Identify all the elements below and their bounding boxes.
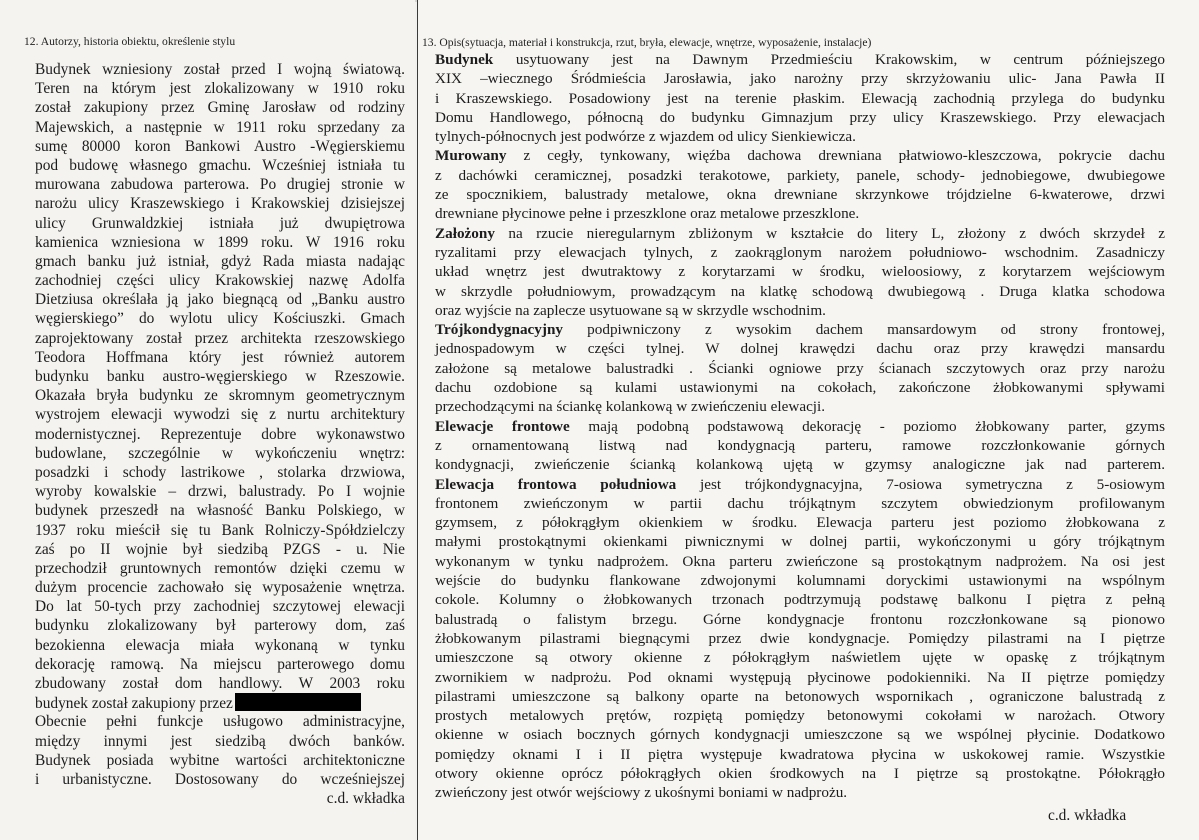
redaction-bar — [235, 693, 361, 711]
text-line — [435, 397, 1165, 416]
text-line — [435, 108, 1165, 127]
description-text-block — [435, 50, 1165, 803]
text-line: bezokienna elewacja miała wykonaną w tynku — [35, 636, 405, 654]
text-line-body: cokole. Kolumny o żłobkowanych trzonach podtrzymują podstawę balkonu I piętra z pełną — [435, 591, 1165, 609]
paragraph-lead-word: Budynek — [435, 51, 494, 68]
text-line: modernistycznej. Reprezentuje dobre wykonawstwo — [35, 425, 405, 443]
text-line-body: dachu ozdobione są kulami ustawionymi na cokołach, zakończone żłobkowanymi spływami — [435, 379, 1165, 397]
text-line-body: pilastrami umieszczone są balkony oparte na betonowych wspornikach , ograniczone balustradą z — [435, 687, 1165, 705]
text-line — [435, 262, 1165, 281]
text-line: węgierskiego” do wylotu ulicy Kościuszki. Gmach — [35, 310, 405, 328]
text-line — [435, 513, 1165, 532]
text-line: sumę 80000 koron Bankowi Austro -Węgierskiemu — [35, 137, 405, 155]
text-line-body: małymi prostokątnymi okienkami piwnicznymi w dolnej partii, wykończonymi u góry trójkątnym — [435, 533, 1165, 551]
text-line: posadzki i schody lastrikowe , stolarka drzwiowa, — [35, 463, 405, 481]
text-line-body: jest trójkondygnacyjna, 7-osiowa symetryczna z 5-osiowym — [676, 475, 1165, 493]
text-line — [435, 359, 1165, 378]
left-section-header: 12. Autorzy, historia obiektu, określenie stylu — [24, 35, 236, 48]
paragraph-lead-word: Elewacje frontowe — [435, 417, 570, 435]
text-line-body: usytuowany jest na Dawnym Przedmieściu Krakowskim, w centrum późniejszego — [493, 51, 1165, 68]
text-line: wystrojem elewacji wywodzi się z nurtu architektury — [35, 406, 405, 424]
text-line: zaprojektowany został przez architekta rzeszowskiego — [35, 329, 405, 347]
text-line-body: Domu Handlowego, północną do budynku Gimnazjum przy ulicy Kraszewskiego. Przy elewacjach — [435, 108, 1165, 126]
text-line: Teodora Hoffmana który jest również autorem — [35, 348, 405, 366]
text-line-body: drewniane płycinowe pełne i przeszklone oraz metalowe przeszklone. — [435, 205, 860, 223]
text-line-body: tylnych-północnych jest podwórze z wjazdem od ulicy Sienkiewicza. — [435, 128, 856, 146]
text-line: budynek przeszedł na własność Banku Polskiego, w — [35, 502, 405, 520]
text-line — [435, 204, 1165, 223]
text-line-body: umieszczone są otwory okienne z półokrągłym naświetlem ujęte w opaskę z trójkątnym — [435, 649, 1165, 667]
text-line — [435, 339, 1165, 358]
text-line: zachodniej części ulicy Krakowskiej nazwę Adolfa — [35, 272, 405, 290]
text-line — [435, 455, 1165, 474]
text-line: przechodził gruntownych remontów dzięki czemu w — [35, 559, 405, 577]
paragraph-lead-word: Trójkondygnacyjny — [435, 321, 563, 339]
text-line-body: frontonem zwieńczonym w partii dachu trójkątnym szczytem obwiedzionym profilowanym — [435, 494, 1165, 512]
text-line: Dietziusa określała ją jako biegnącą od „Banku austro — [35, 291, 405, 309]
text-line — [435, 378, 1165, 397]
text-line-body: XIX –wiecznego Śródmieścia Jarosławia, jako narożny przy skrzyżowaniu ulic- Jana Pawła II — [435, 70, 1165, 88]
text-line — [435, 89, 1165, 108]
text-line: Do lat 50-tych przy zachodniej szczytowej elewacji — [35, 598, 405, 616]
text-line — [435, 50, 1165, 69]
text-line — [435, 146, 1165, 165]
text-line: wyroby kowalskie – drzwi, balustrady. Po I wojnie — [35, 483, 405, 501]
text-line: narożu ulicy Kraszewskiego i Krakowskiej dzisiejszej — [35, 195, 405, 213]
text-line: ulicy Grunwaldzkiej istniała już dwupiętrowa — [35, 214, 405, 232]
text-line — [435, 417, 1165, 436]
text-line: budowlane, szczególnie w wykończeniu wnętrz: — [35, 444, 405, 462]
text-line — [435, 552, 1165, 571]
right-continuation-note: c.d. wkładka — [1048, 807, 1127, 824]
right-section-header: 13. Opis(sytuacja, materiał i konstrukcja, rzut, bryła, elewacje, wnętrze, wyposażenie, instalacje) — [422, 36, 872, 49]
text-line-body: kondygnacji, zwieńczenie ścianką kolankową ujętą w gzymsy analogiczne jak nad parterem. — [435, 456, 1165, 474]
text-line-body: przechodzącymi na ściankę kolankową w zwieńczeniu elewacji. — [435, 398, 826, 416]
text-line: zaś po II wojnie był siedzibą PZGS - u. Nie — [35, 540, 405, 558]
text-line-body: wykonanym w tynku nadprożem. Okna parteru zwieńczone są prostokątnym nadprożem. Na osi jest — [435, 552, 1165, 570]
text-line — [435, 69, 1165, 88]
text-line: Obecnie pełni funkcje usługowo administracyjne, — [35, 713, 405, 731]
text-line — [435, 494, 1165, 513]
text-line — [435, 725, 1165, 744]
text-line — [435, 668, 1165, 687]
text-line: Budynek wzniesiony został przed I wojną światową. — [35, 61, 405, 78]
text-line: między innymi jest siedzibą dwóch banków. — [35, 732, 405, 750]
text-line-body: w skrzydle południowym, prowadzącym na klatkę schodową dwubiegową . Druga klatka schodowa — [435, 282, 1165, 300]
text-line-body: z ornamentowaną listwą nad kondygnacją parteru, ramowe rozczłonkowanie górnych — [435, 436, 1165, 454]
text-line: i urbanistyczne. Dostosowany do wcześniejszej — [35, 770, 405, 788]
text-line — [435, 185, 1165, 204]
text-line-body: oraz wyjście na zaplecze usytuowane są w skrzydle wschodnim. — [435, 301, 826, 319]
text-line-body: balustradą o falistym brzegu. Górne kondygnacje frontonu rozczłonkowane są pionowo — [435, 610, 1165, 628]
text-line: Majewskich, a następnie w 1911 roku sprzedany za — [35, 118, 405, 136]
paragraph-lead-word: Założony — [435, 224, 495, 242]
text-line — [435, 610, 1165, 629]
text-line: Teren na którym jest zlokalizowany w 1910 roku — [35, 80, 405, 98]
text-line-body: prostych metalowych prętów, rozpiętą pomiędzy betonowymi cokołami w narożach. Otwory — [435, 707, 1165, 725]
text-line-body: z dachówki ceramicznej, posadzki terakotowe, parkiety, panele, schody- jednobiegowe, dwubiegowe — [435, 166, 1165, 184]
text-line: dekorację ramową. Na miejscu parterowego domu — [35, 655, 405, 673]
text-line — [435, 243, 1165, 262]
paragraph-lead-word: Elewacja frontowa południowa — [435, 475, 677, 493]
text-line-body: z cegły, tynkowany, więźba dachowa drewniana płatwiowo-kleszczowa, pokrycie dachu — [506, 147, 1165, 165]
text-line-body: zwornikiem w nadprożu. Pod oknami występują płycinowe podokienniki. Na II piętrze pomiędzy — [435, 668, 1165, 686]
text-line — [435, 764, 1165, 783]
text-line-redacted — [35, 693, 405, 712]
text-line — [435, 648, 1165, 667]
text-line: został zakupiony przez Gminę Jarosław od rodziny — [35, 99, 405, 117]
text-line-body: i Kraszewskiego. Posadowiony jest na terenie płaskim. Elewacją zachodnią przylega do budynku — [435, 89, 1165, 107]
text-line-body: żłobkowanym pilastrami biegnącymi przez dwie kondygnacje. Pomiędzy pilastrami na I piętrze — [435, 629, 1165, 647]
text-line — [435, 532, 1165, 551]
text-line: budynek został zakupiony przez — [35, 695, 233, 713]
text-line: kamienica wzniesiona w 1899 roku. W 1916 roku — [35, 233, 405, 251]
text-line — [435, 571, 1165, 590]
text-line: zbudowany został dom handlowy. W 2003 roku — [35, 675, 405, 692]
text-line-body: okienne w osiach bocznych górnych kondygnacji umieszczone są we wspólnej płycinie. Dodatkowo — [435, 726, 1165, 744]
text-line — [435, 629, 1165, 648]
text-line: gmach banku już istniał, gdyż Rada miasta nadając — [35, 252, 405, 270]
text-line-body: wejście do budynku flankowane zdwojonymi kolumnami doryckimi ustawionymi na wspólnym — [435, 572, 1165, 590]
text-line-body: założone są metalowe balustradki . Ścianki ogniowe przy ścianach szczytowych oraz przy narożu — [435, 359, 1165, 377]
text-line-body: ryzalitami przy elewacjach tylnych, z zaokrąglonym narożem południowo- wschodnim. Zasadniczy — [435, 243, 1165, 261]
text-line — [435, 783, 1165, 802]
text-line-body: układ wnętrz jest dwutraktowy z korytarzami w środku, wieloosiowy, z korytarzem wejściowym — [435, 263, 1165, 281]
paragraph-lead-word: Murowany — [435, 147, 507, 165]
text-line — [435, 475, 1165, 494]
text-line-body: jednospadowym w części tylnej. W dolnej krawędzi dachu oraz przy krawędzi mansardu — [435, 340, 1165, 358]
text-line-body: na rzucie nieregularnym zbliżonym w kształcie do litery L, złożony z dwóch skrzydeł z — [494, 224, 1165, 242]
text-line — [435, 127, 1165, 146]
text-line — [435, 436, 1165, 455]
text-line-body: gzymsem, z półokrągłym okienkiem w środku. Elewacja parteru jest poziomo żłobkowana z — [435, 514, 1165, 532]
text-line — [435, 590, 1165, 609]
text-line: Okazała bryła budynku ze skromnym geometrycznym — [35, 387, 405, 405]
text-line-body: zwieńczony jest otwór wejściowy z ukośnymi boniami w nadprożu. — [435, 784, 848, 802]
text-line: 1937 roku mieścił się tu Bank Rolniczy-Spółdzielczy — [35, 521, 405, 539]
text-line — [435, 224, 1165, 243]
text-line-body: ze spocznikiem, balustrady metalowe, okna drewniane skrzynkowe trójdzielne 6-kwaterowe, drzwi — [435, 186, 1165, 204]
text-line — [435, 282, 1165, 301]
left-continuation-note: c.d. wkładka — [326, 790, 405, 808]
text-line — [435, 687, 1165, 706]
text-line-body: mają podobną podstawową dekorację - poziomo żłobkowany parter, gzyms — [569, 417, 1165, 435]
text-line: pod budowę własnego gmachu. Wcześniej istniała tu — [35, 156, 405, 174]
text-line-body: podpiwniczony z wysokim dachem mansardowym od strony frontowej, — [563, 321, 1165, 339]
text-line: murowana zabudowa parterowa. Po drugiej stronie w — [35, 176, 405, 194]
text-line: budynku zlokalizowany był parterowy dom, zaś — [35, 617, 405, 635]
text-line-body: otwory okienne oprócz półokrągłych okien środkowych na I piętrze są prostokątne. Półokrągło — [435, 764, 1165, 782]
text-line — [435, 301, 1165, 320]
text-line — [435, 166, 1165, 185]
text-line — [435, 706, 1165, 725]
text-line — [435, 320, 1165, 339]
text-line-body: pomiędzy oknami I i II piętra występuje kwadratowa płycina w uskokowej ramie. Wszystkie — [435, 745, 1165, 763]
text-line: Budynek posiada wybitne wartości architektoniczne — [35, 751, 405, 769]
history-text-block — [35, 60, 405, 808]
text-line — [435, 745, 1165, 764]
text-line: dużym procencie zachowało się wyposażenie wnętrza. — [35, 579, 405, 597]
text-line: budynku banku austro-węgierskiego w Rzeszowie. — [35, 368, 405, 385]
